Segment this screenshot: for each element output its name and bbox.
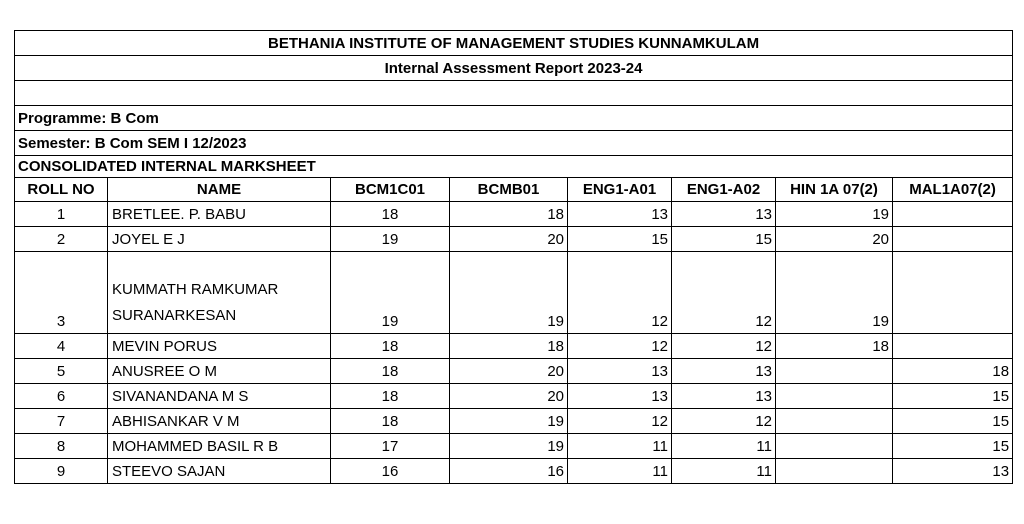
institute-title: BETHANIA INSTITUTE OF MANAGEMENT STUDIES KUNNAMKULAM (15, 31, 1013, 56)
column-header-name: NAME (108, 178, 331, 202)
name-line-2: SURANARKESAN (112, 307, 237, 324)
marksheet (14, 30, 1012, 496)
mal-cell: 13 (893, 459, 1013, 484)
table-row (15, 252, 1013, 334)
mal-cell: 18 (893, 359, 1013, 384)
name-cell: MOHAMMED BASIL R B (108, 434, 331, 459)
mal-cell: 15 (893, 434, 1013, 459)
bcm1c01-cell: 18 (331, 202, 450, 227)
name-cell: SIVANANDANA M S (108, 384, 331, 409)
hin-cell (776, 409, 893, 434)
name-cell: BRETLEE. P. BABU (108, 202, 331, 227)
bcmb01-cell: 19 (450, 434, 568, 459)
bcm1c01-cell: 19 (331, 227, 450, 252)
bcmb01-cell: 20 (450, 227, 568, 252)
eng1-a01-cell: 13 (568, 359, 672, 384)
eng1-a02-cell: 13 (672, 359, 776, 384)
name-cell: ANUSREE O M (108, 359, 331, 384)
eng1-a02-cell: 13 (672, 202, 776, 227)
bcm1c01-cell: 18 (331, 384, 450, 409)
name-cell: ABHISANKAR V M (108, 409, 331, 434)
roll-cell: 6 (15, 384, 108, 409)
hin-cell: 20 (776, 227, 893, 252)
blank-row (15, 81, 1013, 106)
mal-cell (893, 252, 1013, 334)
eng1-a02-cell: 15 (672, 227, 776, 252)
roll-cell: 7 (15, 409, 108, 434)
column-header-hin: HIN 1A 07(2) (776, 178, 893, 202)
mal-cell: 15 (893, 384, 1013, 409)
eng1-a02-cell: 12 (672, 252, 776, 334)
name-cell (108, 252, 331, 334)
table-row (15, 334, 1013, 359)
bcmb01-cell: 20 (450, 359, 568, 384)
eng1-a01-cell: 12 (568, 334, 672, 359)
column-header-eng1-a01: ENG1-A01 (568, 178, 672, 202)
bcmb01-cell: 18 (450, 334, 568, 359)
hin-cell: 19 (776, 252, 893, 334)
column-header-eng1-a02: ENG1-A02 (672, 178, 776, 202)
bcmb01-cell: 16 (450, 459, 568, 484)
table-row (15, 459, 1013, 484)
mal-cell: 15 (893, 409, 1013, 434)
bcm1c01-cell: 18 (331, 409, 450, 434)
column-header-roll-no: ROLL NO (15, 178, 108, 202)
table-row (15, 227, 1013, 252)
sheet-title: CONSOLIDATED INTERNAL MARKSHEET (15, 156, 1013, 178)
header-row (15, 178, 1013, 202)
eng1-a01-cell: 12 (568, 409, 672, 434)
mal-cell (893, 334, 1013, 359)
eng1-a02-cell: 12 (672, 409, 776, 434)
mal-cell (893, 202, 1013, 227)
table-row (15, 202, 1013, 227)
name-cell: JOYEL E J (108, 227, 331, 252)
eng1-a01-cell: 11 (568, 434, 672, 459)
bcmb01-cell: 19 (450, 252, 568, 334)
hin-cell: 19 (776, 202, 893, 227)
roll-cell: 1 (15, 202, 108, 227)
hin-cell: 18 (776, 334, 893, 359)
programme-label: Programme: B Com (15, 106, 1013, 131)
hin-cell (776, 459, 893, 484)
marksheet-table (14, 30, 1013, 484)
bcm1c01-cell: 18 (331, 359, 450, 384)
eng1-a01-cell: 13 (568, 384, 672, 409)
table-row (15, 434, 1013, 459)
name-line-1: KUMMATH RAMKUMAR (112, 281, 279, 298)
bcmb01-cell: 20 (450, 384, 568, 409)
hin-cell (776, 434, 893, 459)
roll-cell: 9 (15, 459, 108, 484)
semester-label: Semester: B Com SEM I 12/2023 (15, 131, 1013, 156)
roll-cell: 3 (15, 252, 108, 334)
name-cell: STEEVO SAJAN (108, 459, 331, 484)
column-header-mal: MAL1A07(2) (893, 178, 1013, 202)
hin-cell (776, 384, 893, 409)
eng1-a01-cell: 13 (568, 202, 672, 227)
bcm1c01-cell: 17 (331, 434, 450, 459)
bcmb01-cell: 18 (450, 202, 568, 227)
column-header-bcmb01: BCMB01 (450, 178, 568, 202)
roll-cell: 4 (15, 334, 108, 359)
column-header-bcm1c01: BCM1C01 (331, 178, 450, 202)
bcm1c01-cell: 19 (331, 252, 450, 334)
roll-cell: 8 (15, 434, 108, 459)
hin-cell (776, 359, 893, 384)
eng1-a02-cell: 13 (672, 384, 776, 409)
table-row (15, 359, 1013, 384)
eng1-a02-cell: 11 (672, 434, 776, 459)
bcm1c01-cell: 18 (331, 334, 450, 359)
roll-cell: 5 (15, 359, 108, 384)
roll-cell: 2 (15, 227, 108, 252)
name-cell: MEVIN PORUS (108, 334, 331, 359)
eng1-a01-cell: 12 (568, 252, 672, 334)
eng1-a01-cell: 15 (568, 227, 672, 252)
bcm1c01-cell: 16 (331, 459, 450, 484)
bcmb01-cell: 19 (450, 409, 568, 434)
eng1-a02-cell: 11 (672, 459, 776, 484)
report-subtitle: Internal Assessment Report 2023-24 (15, 56, 1013, 81)
mal-cell (893, 227, 1013, 252)
eng1-a02-cell: 12 (672, 334, 776, 359)
table-row (15, 384, 1013, 409)
eng1-a01-cell: 11 (568, 459, 672, 484)
table-row (15, 409, 1013, 434)
